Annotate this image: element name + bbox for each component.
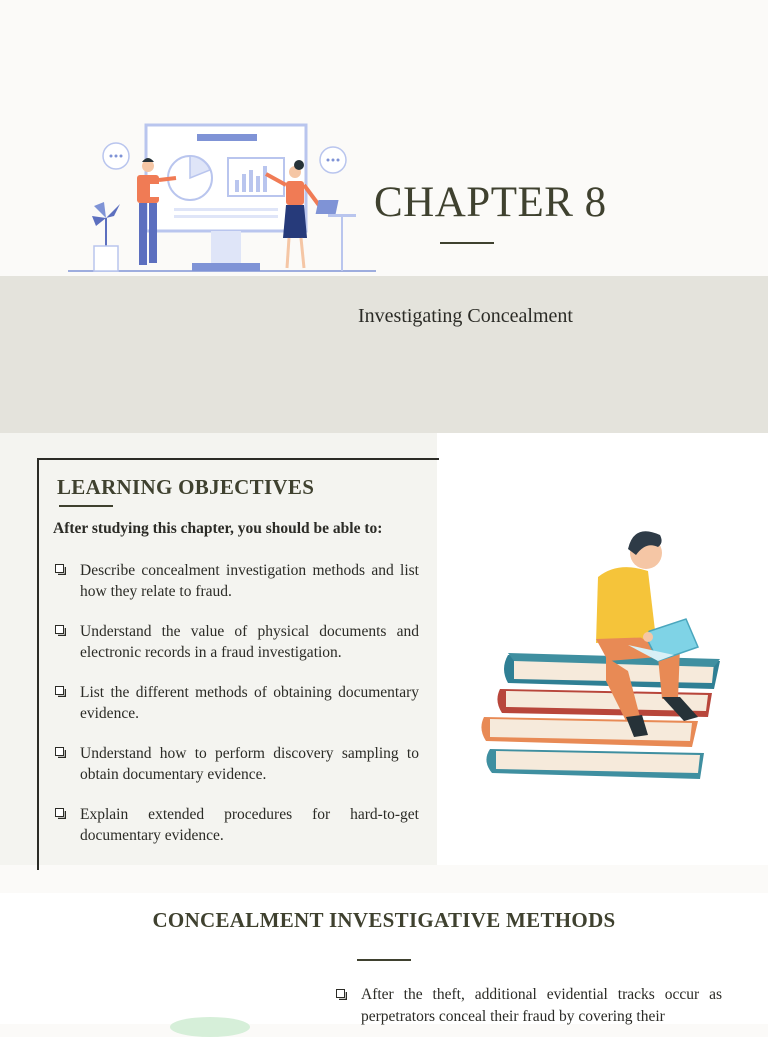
heading-divider [59, 505, 113, 507]
checkbox-bullet-icon [55, 564, 66, 575]
learning-objectives-heading: LEARNING OBJECTIVES [57, 475, 315, 499]
checkbox-bullet-icon [55, 747, 66, 758]
concealment-methods-section [0, 893, 768, 1024]
heading-divider [357, 959, 411, 961]
checkbox-bullet-icon [55, 808, 66, 819]
checkbox-bullet-icon [336, 989, 347, 1000]
list-item [53, 743, 419, 785]
chapter-header [0, 0, 768, 276]
list-item [53, 682, 419, 724]
list-item [53, 804, 419, 846]
objective-text: List the different methods of obtaining documentary evidence. [80, 684, 419, 722]
subtitle-band [0, 276, 768, 433]
chapter-title: CHAPTER 8 [374, 179, 607, 226]
objective-text: Understand how to perform discovery sampling to obtain documentary evidence. [80, 745, 419, 783]
list-item [334, 984, 722, 1028]
chapter-subtitle: Investigating Concealment [358, 305, 573, 327]
decorative-shape [170, 1017, 250, 1037]
list-item [53, 621, 419, 663]
objectives-list [53, 560, 419, 865]
objective-text: Understand the value of physical documents and electronic records in a fraud investigation. [80, 623, 419, 661]
reader-on-books-illustration [478, 521, 728, 791]
objectives-intro: After studying this chapter, you should be able to: [53, 520, 383, 537]
list-item [53, 560, 419, 602]
title-divider [440, 242, 494, 244]
concealment-methods-heading: CONCEALMENT INVESTIGATIVE METHODS [152, 908, 616, 932]
learning-objectives-section [0, 433, 768, 865]
objective-text: Describe concealment investigation methods and list how they relate to fraud. [80, 562, 419, 600]
method-text: After the theft, additional evidential tracks occur as perpetrators conceal their fraud by covering their [361, 986, 722, 1025]
checkbox-bullet-icon [55, 686, 66, 697]
checkbox-bullet-icon [55, 625, 66, 636]
objective-text: Explain extended procedures for hard-to-get documentary evidence. [80, 806, 419, 844]
learning-objectives-panel [0, 433, 437, 865]
presentation-illustration [66, 118, 378, 276]
concealment-methods-list [334, 984, 722, 1028]
